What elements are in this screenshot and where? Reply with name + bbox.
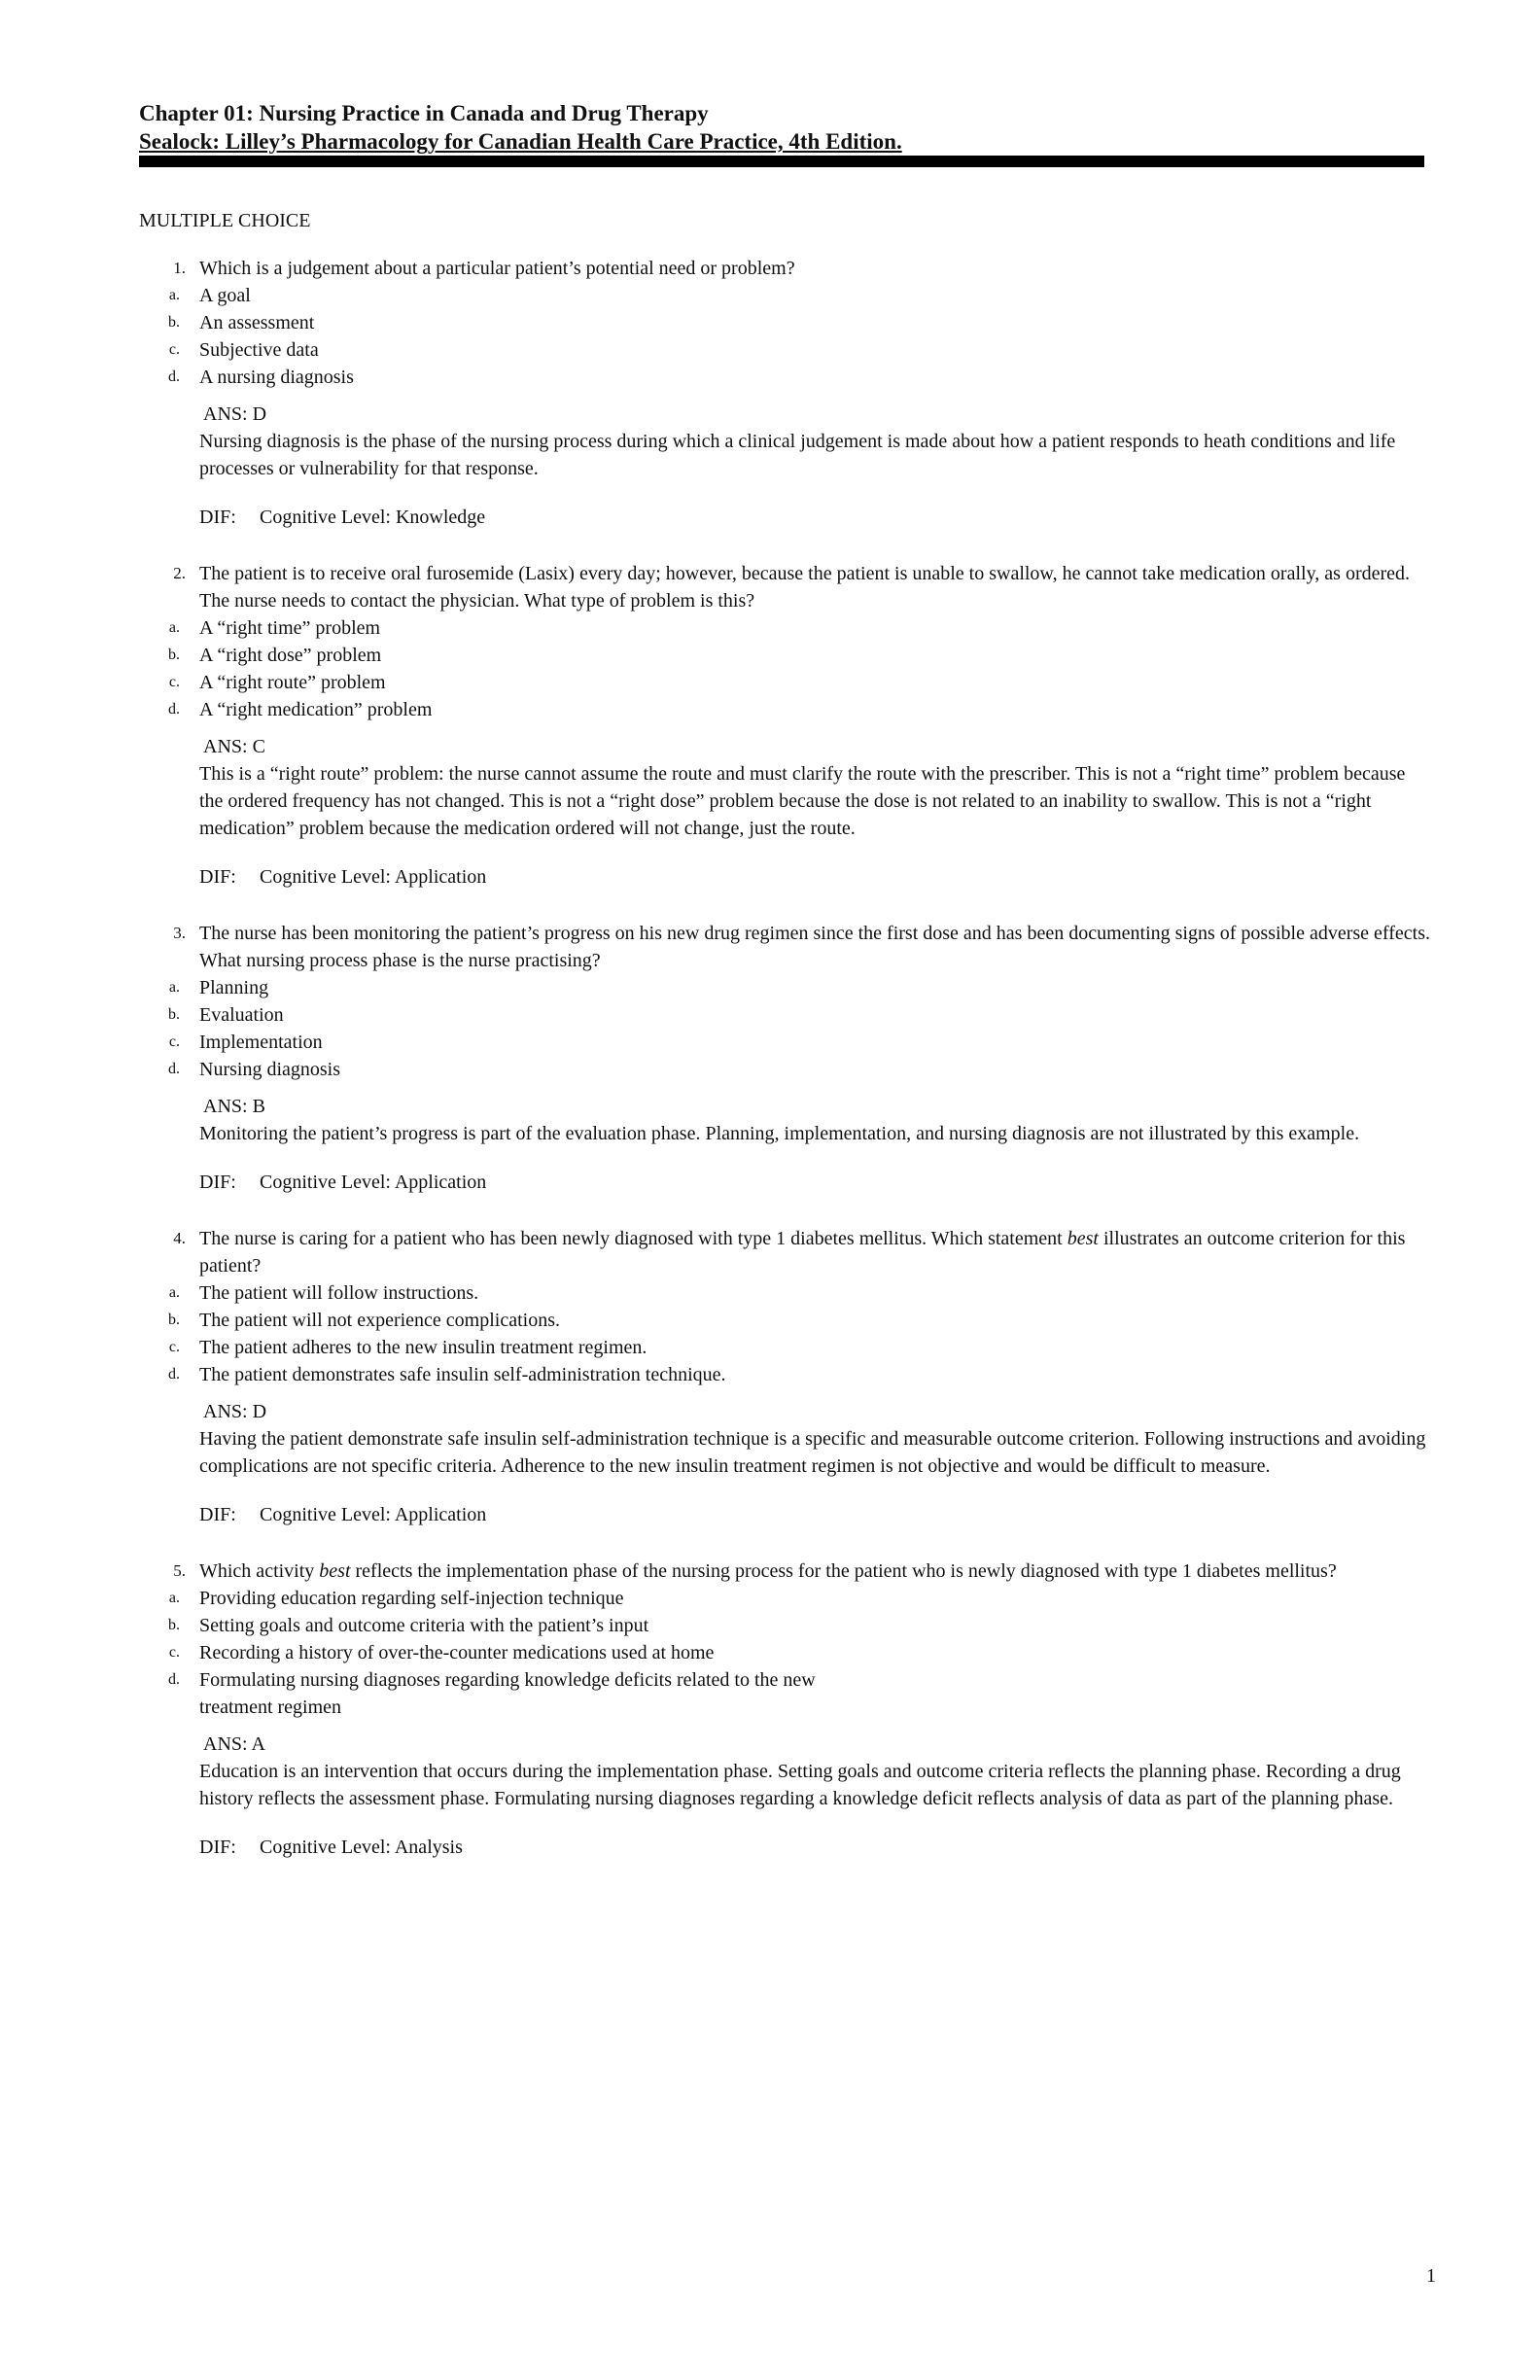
rationale: Monitoring the patient’s progress is part of the evaluation phase. Planning, implementation, and nursing diagnosis are not illustrated by this example. (199, 1123, 1360, 1144)
option-b: b. Setting goals and outcome criteria with the patient’s input (168, 1615, 649, 1636)
option-b: b. A “right dose” problem (168, 645, 382, 666)
option-d: d. Formulating nursing diagnoses regarding knowledge deficits related to the new treatment regimen (168, 1669, 816, 1718)
answer-label: ANS: C (203, 736, 265, 757)
question-stem: Which activity best reflects the implementation phase of the nursing process for the patient who is newly diagnosed with type 1 diabetes mellitus? (199, 1560, 1337, 1582)
answer-label: ANS: D (203, 403, 267, 425)
document-header (139, 99, 1422, 156)
section-title: MULTIPLE CHOICE (139, 210, 311, 231)
difficulty: DIF: Cognitive Level: Application (199, 866, 487, 888)
rationale: Having the patient demonstrate safe insulin self-administration technique is a specific and measurable outcome criterion. Following instructions and avoiding complications are not specific criteria. Adherence to the new insulin treatment regimen is not objective and would be difficult to measure. (199, 1428, 1426, 1477)
option-d: d. Nursing diagnosis (168, 1059, 340, 1080)
question-stem: The nurse has been monitoring the patient’s progress on his new drug regimen since the first dose and has been documenting signs of possible adverse effects. What nursing process phase is the nurse practising? (199, 923, 1430, 971)
difficulty: DIF: Cognitive Level: Analysis (199, 1837, 463, 1858)
question-number: 3. (173, 924, 186, 942)
option-c: c. Recording a history of over-the-counter medications used at home (168, 1642, 715, 1663)
question-number: 1. (173, 259, 186, 277)
option-a: a. Providing education regarding self-injection technique (168, 1588, 624, 1609)
answer-label: ANS: A (203, 1733, 265, 1755)
page-number: 1 (1426, 2265, 1436, 2287)
option-c: c. The patient adheres to the new insulin treatment regimen. (168, 1337, 648, 1358)
question-4 (139, 1225, 1432, 1528)
option-d: d. A nursing diagnosis (168, 367, 354, 388)
question-stem: The nurse is caring for a patient who has been newly diagnosed with type 1 diabetes mellitus. Which statement best illustrates an outcome criterion for this patient? (199, 1228, 1406, 1277)
option-d: d. A “right medication” problem (168, 699, 433, 720)
option-c: c. Subjective data (168, 339, 319, 361)
rationale: This is a “right route” problem: the nurse cannot assume the route and must clarify the route with the prescriber. This is not a “right time” problem because the ordered frequency has not changed. This is not a “right dose” problem because the dose is not related to an inability to swallow. This is not a “right medication” problem because the medication ordered will not change, just the route. (199, 763, 1406, 839)
rationale: Nursing diagnosis is the phase of the nursing process during which a clinical judgement is made about how a patient responds to heath conditions and life processes or vulnerability for that response. (199, 431, 1396, 479)
question-3 (139, 920, 1432, 1196)
top-mark (749, 0, 778, 4)
option-b: b. The patient will not experience complications. (168, 1310, 560, 1331)
option-b: b. An assessment (168, 312, 315, 333)
question-5 (139, 1558, 1432, 1861)
emphasis: best (319, 1560, 351, 1582)
option-a: a. The patient will follow instructions. (168, 1282, 479, 1304)
answer-label: ANS: D (203, 1401, 267, 1422)
option-a: a. Planning (168, 977, 269, 998)
difficulty: DIF: Cognitive Level: Knowledge (199, 507, 486, 528)
option-b: b. Evaluation (168, 1004, 284, 1026)
header-rule (139, 156, 1424, 167)
question-number: 5. (173, 1561, 186, 1580)
rationale: Education is an intervention that occurs during the implementation phase. Setting goals and outcome criteria reflects the planning phase. Recording a drug history reflects the assessment phase. Formulating nursing diagnoses regarding a knowledge deficit reflects analysis of data as part of the planning phase. (199, 1761, 1401, 1809)
option-a: a. A goal (168, 285, 251, 306)
emphasis: best (1067, 1228, 1099, 1249)
difficulty: DIF: Cognitive Level: Application (199, 1172, 487, 1193)
question-list (139, 255, 1432, 1890)
chapter-title: Chapter 01: Nursing Practice in Canada and Drug Therapy (139, 101, 709, 125)
option-c: c. Implementation (168, 1032, 323, 1053)
question-stem: Which is a judgement about a particular patient’s potential need or problem? (199, 258, 795, 279)
book-title: Sealock: Lilley’s Pharmacology for Canadian Health Care Practice, 4th Edition. (139, 129, 902, 154)
answer-label: ANS: B (203, 1096, 265, 1117)
question-number: 4. (173, 1229, 186, 1247)
question-stem: The patient is to receive oral furosemide (Lasix) every day; however, because the patient is unable to swallow, he cannot take medication orally, as ordered. The nurse needs to contact the physician. What type of problem is this? (199, 563, 1411, 612)
option-d: d. The patient demonstrates safe insulin self-administration technique. (168, 1364, 726, 1385)
option-a: a. A “right time” problem (168, 617, 381, 639)
question-1 (139, 255, 1432, 531)
difficulty: DIF: Cognitive Level: Application (199, 1504, 487, 1525)
question-number: 2. (173, 564, 186, 582)
option-c: c. A “right route” problem (168, 672, 386, 693)
question-2 (139, 560, 1432, 891)
